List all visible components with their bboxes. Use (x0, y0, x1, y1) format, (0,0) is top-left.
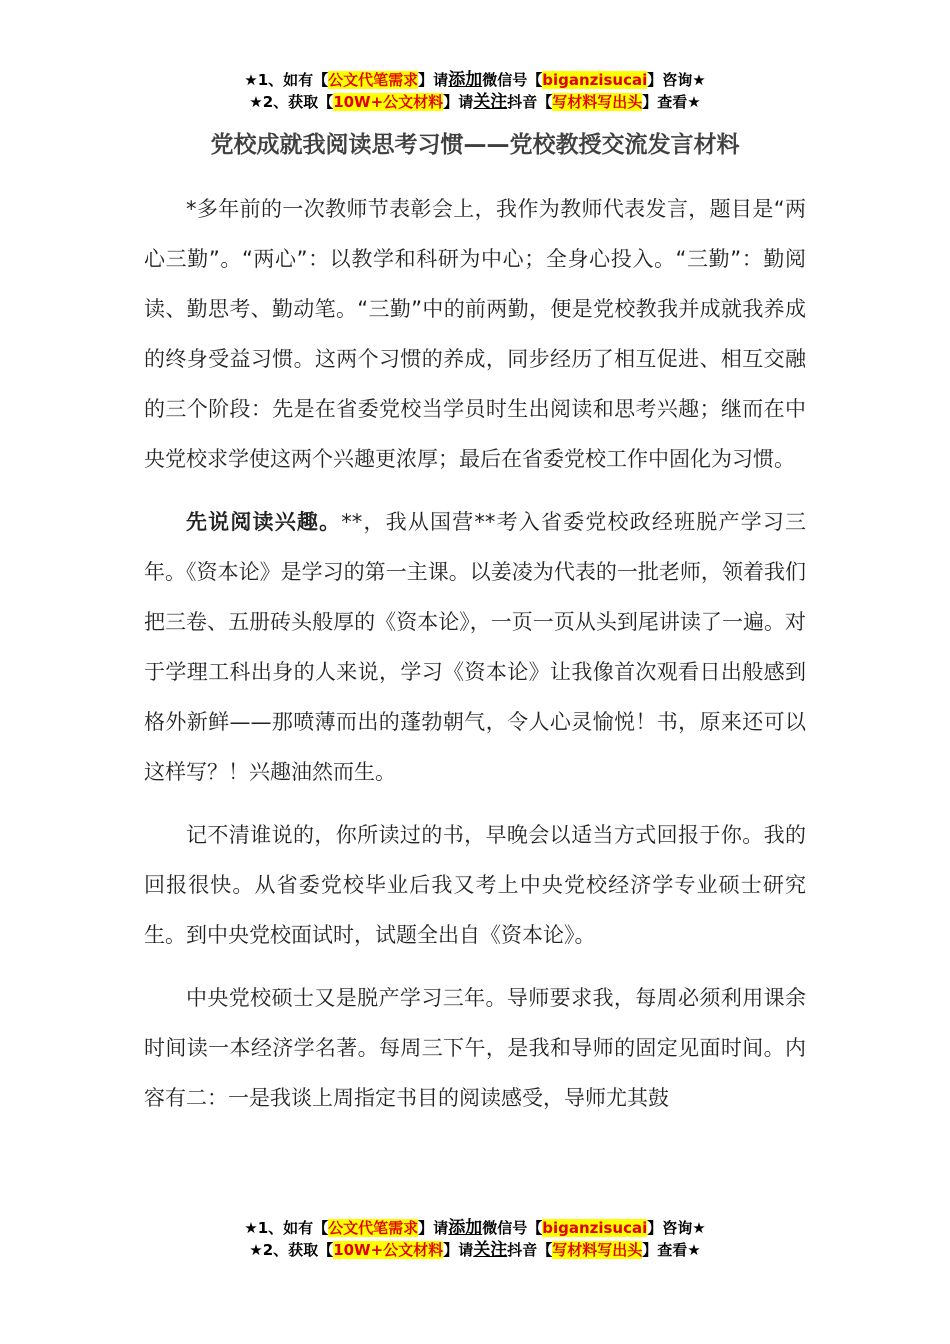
banner-text: 】咨询★ (647, 71, 706, 89)
highlight-douyin: 写材料写出头 (552, 1241, 643, 1259)
banner-text: ★2、获取【 (249, 93, 334, 111)
highlight-douyin: 写材料写出头 (552, 93, 643, 111)
banner-text: 微信号【 (482, 71, 543, 89)
highlight-service: 公文代笔需求 (328, 71, 419, 89)
paragraph-2 (144, 497, 806, 797)
banner-text: ★2、获取【 (249, 1241, 334, 1259)
banner-text: 】请 (418, 1219, 449, 1237)
document-title: 党校成就我阅读思考习惯——党校教授交流发言材料 (210, 132, 740, 158)
banner-text: 】查看★ (642, 93, 701, 111)
banner-text: ★1、如有【 (244, 1219, 329, 1237)
banner-text: 】查看★ (642, 1241, 701, 1259)
banner-text: 抖音【 (507, 1241, 553, 1259)
banner-text: 】咨询★ (647, 1219, 706, 1237)
header-banner (0, 69, 950, 113)
banner-text: 】请 (418, 71, 449, 89)
banner-line-2 (0, 91, 950, 113)
paragraph-text: **，我从国营**考入省委党校政经班脱产学习三年。《资本论》是学习的第一主课。以姜凌为代表的一批老师，领着我们把三卷、五册砖头般厚的《资本论》，一页一页从头到尾讲读了一遍。对于学理工科出身的人来说，学习《资本论》让我像首次观看日出般感到格外新鲜——那喷薄而出的蓬勃朝气，令人心灵愉悦！书，原来还可以这样写？！兴趣油然而生。 (144, 510, 806, 784)
document-body (144, 184, 806, 1136)
banner-text: 】请 (443, 93, 474, 111)
underlined-text: 关注 (473, 92, 508, 112)
footer-banner (0, 1217, 950, 1261)
highlight-materials: 10W+公文材料 (333, 1241, 444, 1259)
banner-text: 】请 (443, 1241, 474, 1259)
underlined-text: 添加 (448, 70, 483, 90)
paragraph-3: 记不清谁说的，你所读过的书，早晚会以适当方式回报于你。我的回报很快。从省委党校毕业后我又考上中央党校经济学专业硕士研究生。到中央党校面试时，试题全出自《资本论》。 (144, 823, 806, 947)
banner-text: 微信号【 (482, 1219, 543, 1237)
highlight-materials: 10W+公文材料 (333, 93, 444, 111)
highlight-service: 公文代笔需求 (328, 1219, 419, 1237)
banner-line-1 (0, 69, 950, 91)
paragraph-lead: 先说阅读兴趣。 (186, 510, 342, 534)
underlined-text: 关注 (473, 1240, 508, 1260)
paragraph-1: *多年前的一次教师节表彰会上，我作为教师代表发言，题目是“两心三勤”。“两心”：以教学和科研为中心；全身心投入。“三勤”：勤阅读、勤思考、勤动笔。“三勤”中的前两勤，便是党校教我并成就我养成的终身受益习惯。这两个习惯的养成，同步经历了相互促进、相互交融的三个阶段：先是在省委党校当学员时生出阅读和思考兴趣；继而在中央党校求学使这两个兴趣更浓厚；最后在省委党校工作中固化为习惯。 (144, 197, 806, 471)
highlight-wechat-id: biganzisucai (542, 71, 648, 89)
paragraph-4: 中央党校硕士又是脱产学习三年。导师要求我，每周必须利用课余时间读一本经济学名著。每周三下午，是我和导师的固定见面时间。内容有二：一是我谈上周指定书目的阅读感受，导师尤其鼓 (144, 986, 806, 1110)
banner-line-2 (0, 1239, 950, 1261)
banner-text: 抖音【 (507, 93, 553, 111)
banner-text: ★1、如有【 (244, 71, 329, 89)
highlight-wechat-id: biganzisucai (542, 1219, 648, 1237)
underlined-text: 添加 (448, 1218, 483, 1238)
banner-line-1 (0, 1217, 950, 1239)
